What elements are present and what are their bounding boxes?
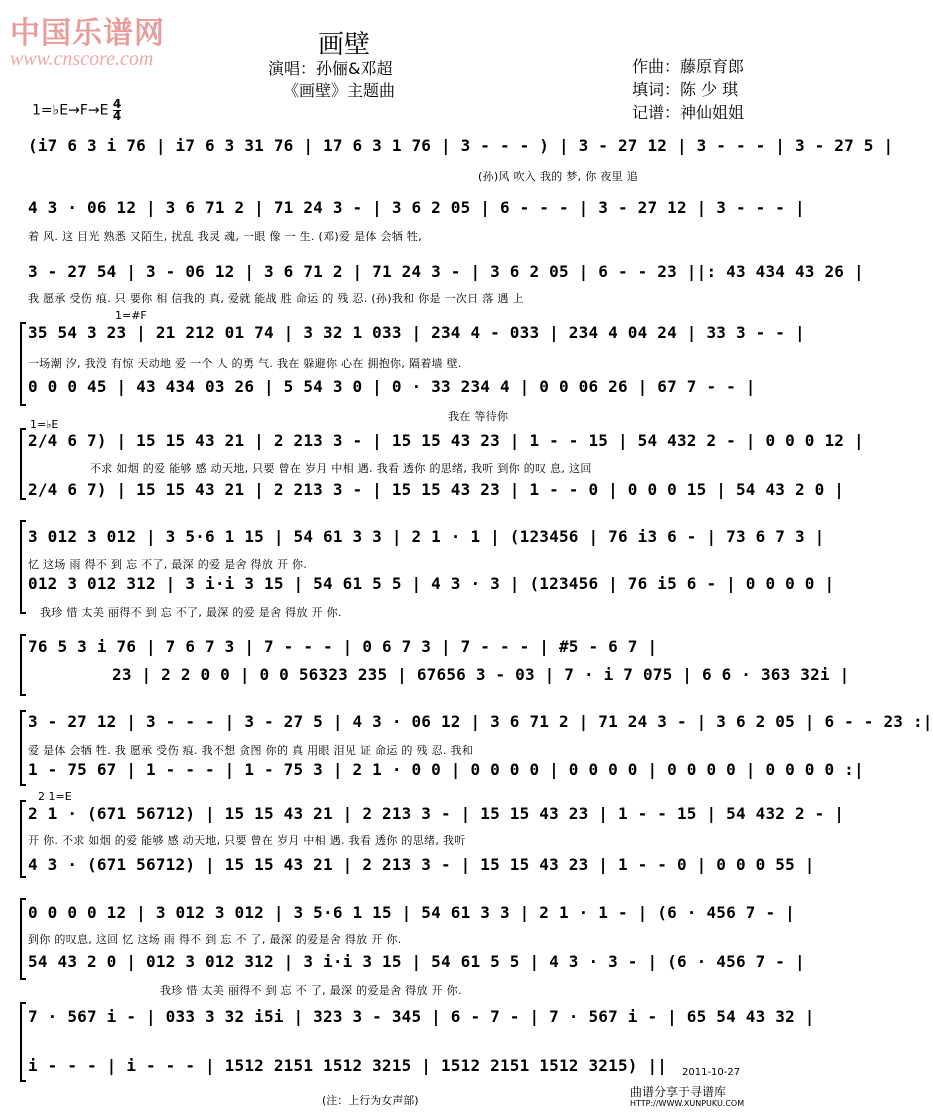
key-text: 1=♭E→F→E bbox=[32, 102, 109, 119]
system-bracket bbox=[20, 1002, 26, 1082]
score-row-2: 4 3 · 06 12 | 3 6 71 2 | 71 24 3 - | 3 6 2 05 | 6 - - - | 3 - 27 12 | 3 - - - | bbox=[28, 198, 805, 217]
system-bracket bbox=[20, 322, 26, 406]
score-row-15: 4 3 · (671 56712) | 15 15 43 21 | 2 213 3 - | 15 15 43 23 | 1 - - 0 | 0 0 0 55 | bbox=[28, 855, 815, 874]
lyric-row-8: 忆 这场 雨 得不 到 忘 不了, 最深 的爱 是舍 得放 开 你. bbox=[28, 558, 308, 571]
volta-2-key-e: 2 1=E bbox=[38, 790, 72, 803]
key-signature bbox=[32, 99, 121, 122]
system-bracket bbox=[20, 428, 26, 500]
lyric-row-12: 爱 是体 会牺 牲. 我 愿承 受伤 痕. 我不想 贪图 你的 真 用眼 泪见 证 命运 的 残 忍. 我和 bbox=[28, 744, 474, 757]
footer-date: 2011-10-27 bbox=[682, 1067, 741, 1078]
time-signature bbox=[113, 99, 121, 122]
page-title: 画壁 bbox=[318, 30, 371, 60]
score-row-16: 0 0 0 0 12 | 3 012 3 012 | 3 5·6 1 15 | 54 61 3 3 | 2 1 · 1 - | (6 · 456 7 - | bbox=[28, 903, 795, 922]
footer-note: (注：上行为女声部) bbox=[322, 1094, 419, 1107]
score-row-9: 012 3 012 312 | 3 i·i 3 15 | 54 61 5 5 | 4 3 · 3 | (123456 | 76 i5 6 - | 0 0 0 0 | bbox=[28, 574, 835, 593]
lyric-row-3: 我 愿承 受伤 痕. 只 要你 相 信我的 真, 爱就 能战 胜 命运 的 残 忍. (孙)我和 你是 一次日 落 遇 上 bbox=[28, 292, 524, 305]
lyric-row-14: 开 你. 不求 如烟 的爱 能够 感 动天地, 只要 曾在 岁月 中相 遇. 我看 透你 的思绪, 我听 bbox=[28, 834, 466, 847]
score-row-8: 3 012 3 012 | 3 5·6 1 15 | 54 61 3 3 | 2 1 · 1 | (123456 | 76 i3 6 - | 73 6 7 3 | bbox=[28, 527, 825, 546]
score-row-19: i - - - | i - - - | 1512 2151 1512 3215 | 1512 2151 1512 3215) || bbox=[28, 1056, 668, 1075]
lyric-row-1: (孙)风 吹入 我的 梦, 你 夜里 追 bbox=[478, 170, 639, 183]
system-bracket bbox=[20, 898, 26, 980]
lyric-row-4: 一场潮 汐, 我没 有惊 天动地 爱 一个 人 的勇 气. 我在 躲避你 心在 拥抱你, 隔着墙 壁. bbox=[28, 357, 462, 370]
footer-url: HTTP://WWW.XUNPUKU.COM bbox=[630, 1099, 745, 1108]
score-row-12: 3 - 27 12 | 3 - - - | 3 - 27 5 | 4 3 · 06 12 | 3 6 71 2 | 71 24 3 - | 3 6 2 05 | 6 - - 23 :| bbox=[28, 712, 933, 731]
system-bracket bbox=[20, 800, 26, 878]
score-row-18: 7 · 567 i - | 033 3 32 i5i | 323 3 - 345 | 6 - 7 - | 7 · 567 i - | 65 54 43 32 | bbox=[28, 1007, 815, 1026]
score-row-3: 3 - 27 54 | 3 - 06 12 | 3 6 71 2 | 71 24 3 - | 3 6 2 05 | 6 - - 23 ||: 43 434 43 26 | bbox=[28, 262, 864, 281]
system-bracket bbox=[20, 520, 26, 614]
score-row-5: 0 0 0 45 | 43 434 03 26 | 5 54 3 0 | 0 · 33 234 4 | 0 0 06 26 | 67 7 - - | bbox=[28, 377, 756, 396]
system-bracket bbox=[20, 634, 26, 696]
time-denominator: 4 bbox=[112, 109, 122, 123]
score-row-13: 1 - 75 67 | 1 - - - | 1 - 75 3 | 2 1 · 0 0 | 0 0 0 0 | 0 0 0 0 | 0 0 0 0 | 0 0 0 0 :| bbox=[28, 760, 864, 779]
watermark-logo: 中国乐谱网 bbox=[10, 16, 165, 51]
score-row-10: 76 5 3 i 76 | 7 6 7 3 | 7 - - - | 0 6 7 3 | 7 - - - | #5 - 6 7 | bbox=[28, 637, 658, 656]
score-row-11: 23 | 2 2 0 0 | 0 0 56323 235 | 67656 3 - 03 | 7 · i 7 075 | 6 6 · 363 32i | bbox=[112, 665, 850, 684]
footer-brand: 曲谱分享于寻谱库 bbox=[630, 1085, 727, 1099]
lyric-row-6: 不求 如烟 的爱 能够 感 动天地, 只要 曾在 岁月 中相 遇. 我看 透你 的思绪, 我听 到你 的叹 息, 这回 bbox=[90, 462, 592, 475]
subtitle: 《画壁》主题曲 bbox=[283, 81, 396, 100]
lyric-row-9: 我珍 惜 太美 丽得不 到 忘 不了, 最深 的爱 是舍 得放 开 你. bbox=[40, 606, 342, 619]
lyric-row-5: 我在 等待你 bbox=[448, 410, 509, 423]
system-bracket bbox=[20, 710, 26, 786]
lyric-row-2: 着 风. 这 目光 熟悉 又陌生, 扰乱 我灵 魂, 一眼 像 一 生. (邓)爱 是体 会牺 牲, bbox=[28, 230, 423, 243]
score-row-6: 2/4 6 7) | 15 15 43 21 | 2 213 3 - | 15 15 43 23 | 1 - - 15 | 54 432 2 - | 0 0 0 12 | bbox=[28, 431, 864, 450]
lyric-row-17: 我珍 惜 太美 丽得不 到 忘 不 了, 最深 的爱是舍 得放 开 你. bbox=[160, 984, 462, 997]
time-numerator: 4 bbox=[112, 97, 122, 111]
watermark-url: www.cnscore.com bbox=[10, 48, 154, 70]
lyricist: 填词：陈 少 琪 bbox=[632, 80, 739, 99]
score-row-14: 2 1 · (671 56712) | 15 15 43 21 | 2 213 3 - | 15 15 43 23 | 1 - - 15 | 54 432 2 - | bbox=[28, 804, 845, 823]
key-change-f: 1=#F bbox=[115, 309, 147, 322]
key-change-eb: 1=♭E bbox=[30, 418, 59, 431]
score-row-7: 2/4 6 7) | 15 15 43 21 | 2 213 3 - | 15 15 43 23 | 1 - - 0 | 0 0 0 15 | 54 43 2 0 | bbox=[28, 480, 845, 499]
lyric-row-16: 到你 的叹息, 这回 忆 这场 雨 得不 到 忘 不 了, 最深 的爱是舍 得放 开 你. bbox=[28, 933, 402, 946]
score-row-1: (i7 6 3 i 76 | i7 6 3 31 76 | 17 6 3 1 76 | 3 - - - ) | 3 - 27 12 | 3 - - - | 3 - 27 5 | bbox=[28, 136, 894, 155]
transcriber: 记谱：神仙姐姐 bbox=[632, 103, 745, 122]
score-row-4: 35 54 3 23 | 21 212 01 74 | 3 32 1 033 | 234 4 - 033 | 234 4 04 24 | 33 3 - - | bbox=[28, 323, 805, 342]
composer: 作曲：藤原育郎 bbox=[632, 57, 745, 76]
singers: 演唱：孙俪&邓超 bbox=[268, 59, 393, 78]
score-row-17: 54 43 2 0 | 012 3 012 312 | 3 i·i 3 15 | 54 61 5 5 | 4 3 · 3 - | (6 · 456 7 - | bbox=[28, 952, 805, 971]
